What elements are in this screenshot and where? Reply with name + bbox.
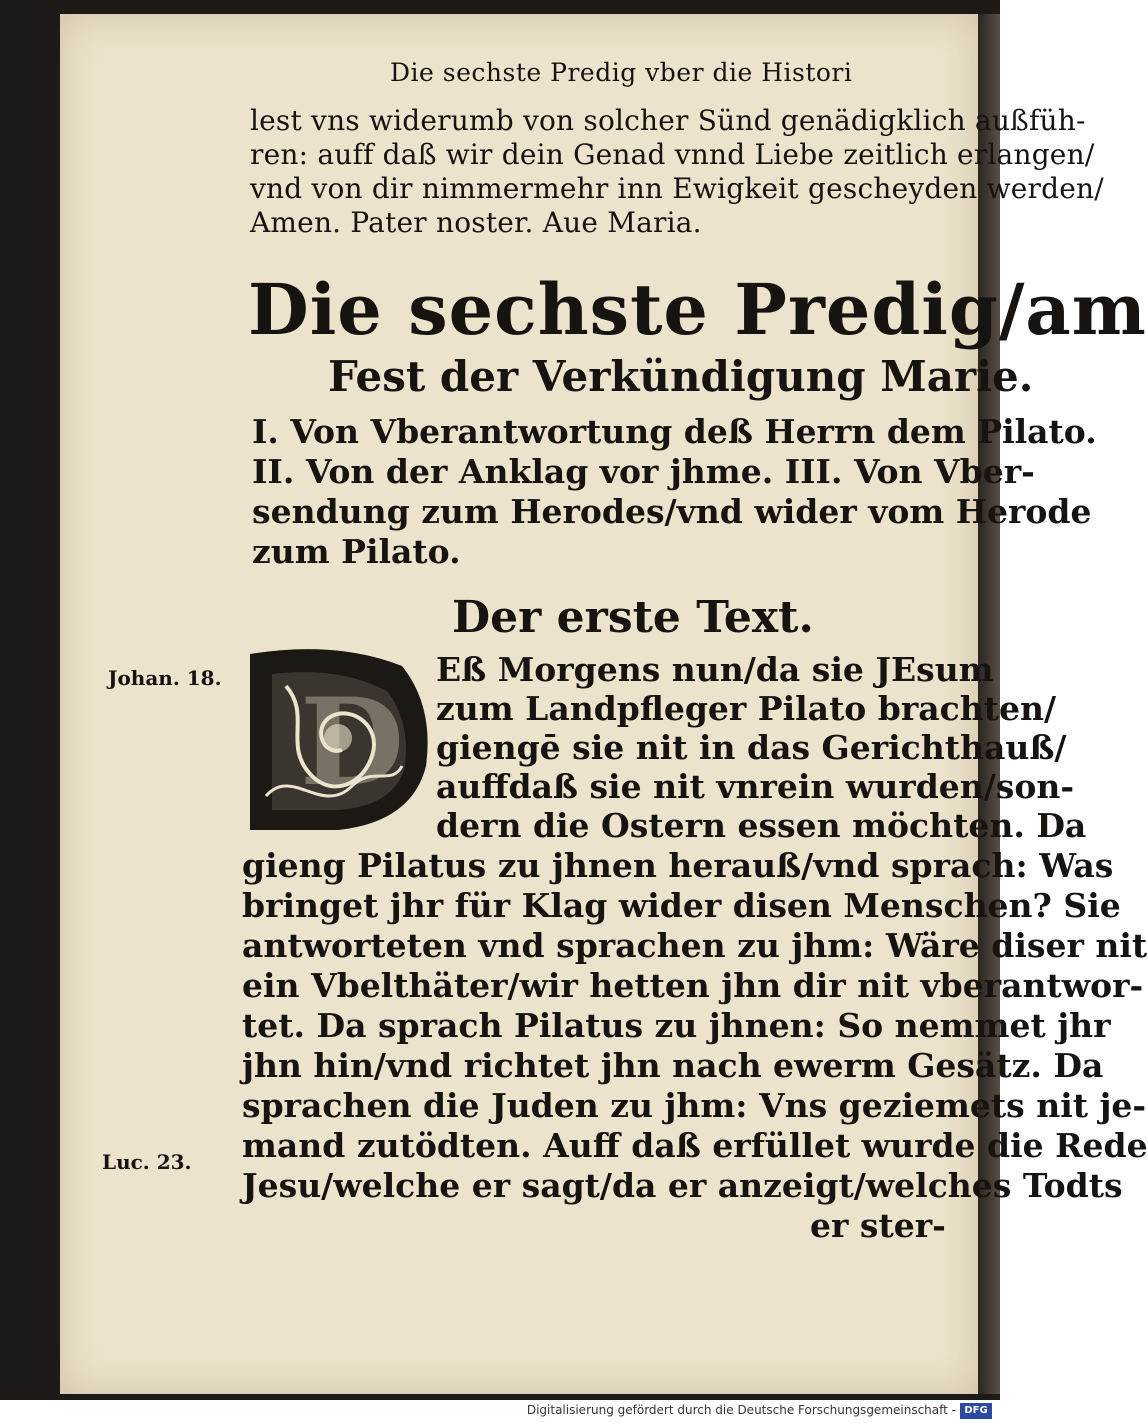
text-line: antworteten vnd sprachen zu jhm: Wäre diser nit — [242, 926, 1148, 965]
text-line: mand zutödten. Auff daß erfüllet wurde die Rede — [242, 1126, 1148, 1165]
footer-bar — [0, 1400, 1000, 1423]
intro-line: Amen. Pater noster. Aue Maria. — [250, 206, 702, 239]
text-line: gieng Pilatus zu jhnen herauß/vnd sprach: Was — [242, 846, 1114, 885]
text-line: dern die Ostern essen möchten. Da — [436, 806, 1087, 845]
text-line: bringet jhr für Klag wider disen Menschen? Sie — [242, 886, 1121, 925]
text-line: jhn hin/vnd richtet jhn nach ewerm Gesätz. Da — [242, 1046, 1104, 1085]
summary-line: II. Von der Anklag vor jhme. III. Von Vber- — [252, 452, 1035, 491]
text-line: ein Vbelthäter/wir hetten jhn dir nit vberantwor- — [242, 966, 1144, 1005]
section-heading: Der erste Text. — [452, 592, 814, 643]
text-line: giengē sie nit in das Gerichthauß/ — [436, 728, 1067, 767]
text-line: Jesu/welche er sagt/da er anzeigt/welches Todts — [242, 1166, 1123, 1205]
intro-line: lest vns widerumb von solcher Sünd genädigklich außfüh- — [250, 104, 1086, 137]
sermon-subtitle: Fest der Verkündigung Marie. — [328, 352, 1034, 401]
text-line: Eß Morgens nun/da sie JEsum — [436, 650, 994, 689]
summary-line: I. Von Vberantwortung deß Herrn dem Pilato. — [252, 412, 1097, 451]
decorated-initial-graphic — [242, 646, 430, 834]
footer-credit: Digitalisierung gefördert durch die Deutsche Forschungsgemeinschaft - — [526, 1403, 956, 1417]
margin-note: Luc. 23. — [102, 1150, 192, 1174]
running-head: Die sechste Predig vber die Histori — [390, 58, 853, 87]
summary-line: sendung zum Herodes/vnd wider vom Herode — [252, 492, 1092, 531]
text-line: zum Landpfleger Pilato brachten/ — [436, 689, 1057, 728]
sermon-title: Die sechste Predig/am — [248, 268, 1147, 351]
catchword: er ster- — [810, 1206, 946, 1245]
summary-line: zum Pilato. — [252, 532, 461, 571]
initial-letter: D — [300, 672, 405, 813]
text-line: tet. Da sprach Pilatus zu jhnen: So nemmet jhr — [242, 1006, 1111, 1045]
text-line: auffdaß sie nit vnrein wurden/son- — [436, 767, 1075, 806]
intro-line: ren: auff daß wir dein Genad vnnd Liebe zeitlich erlangen/ — [250, 138, 1095, 171]
text-line: sprachen die Juden zu jhm: Vns geziemets nit je- — [242, 1086, 1147, 1125]
decorated-initial — [242, 646, 430, 834]
margin-note: Johan. 18. — [108, 666, 222, 690]
dfg-logo-icon: DFG — [960, 1403, 992, 1419]
intro-line: vnd von dir nimmermehr inn Ewigkeit gescheyden werden/ — [250, 172, 1104, 205]
